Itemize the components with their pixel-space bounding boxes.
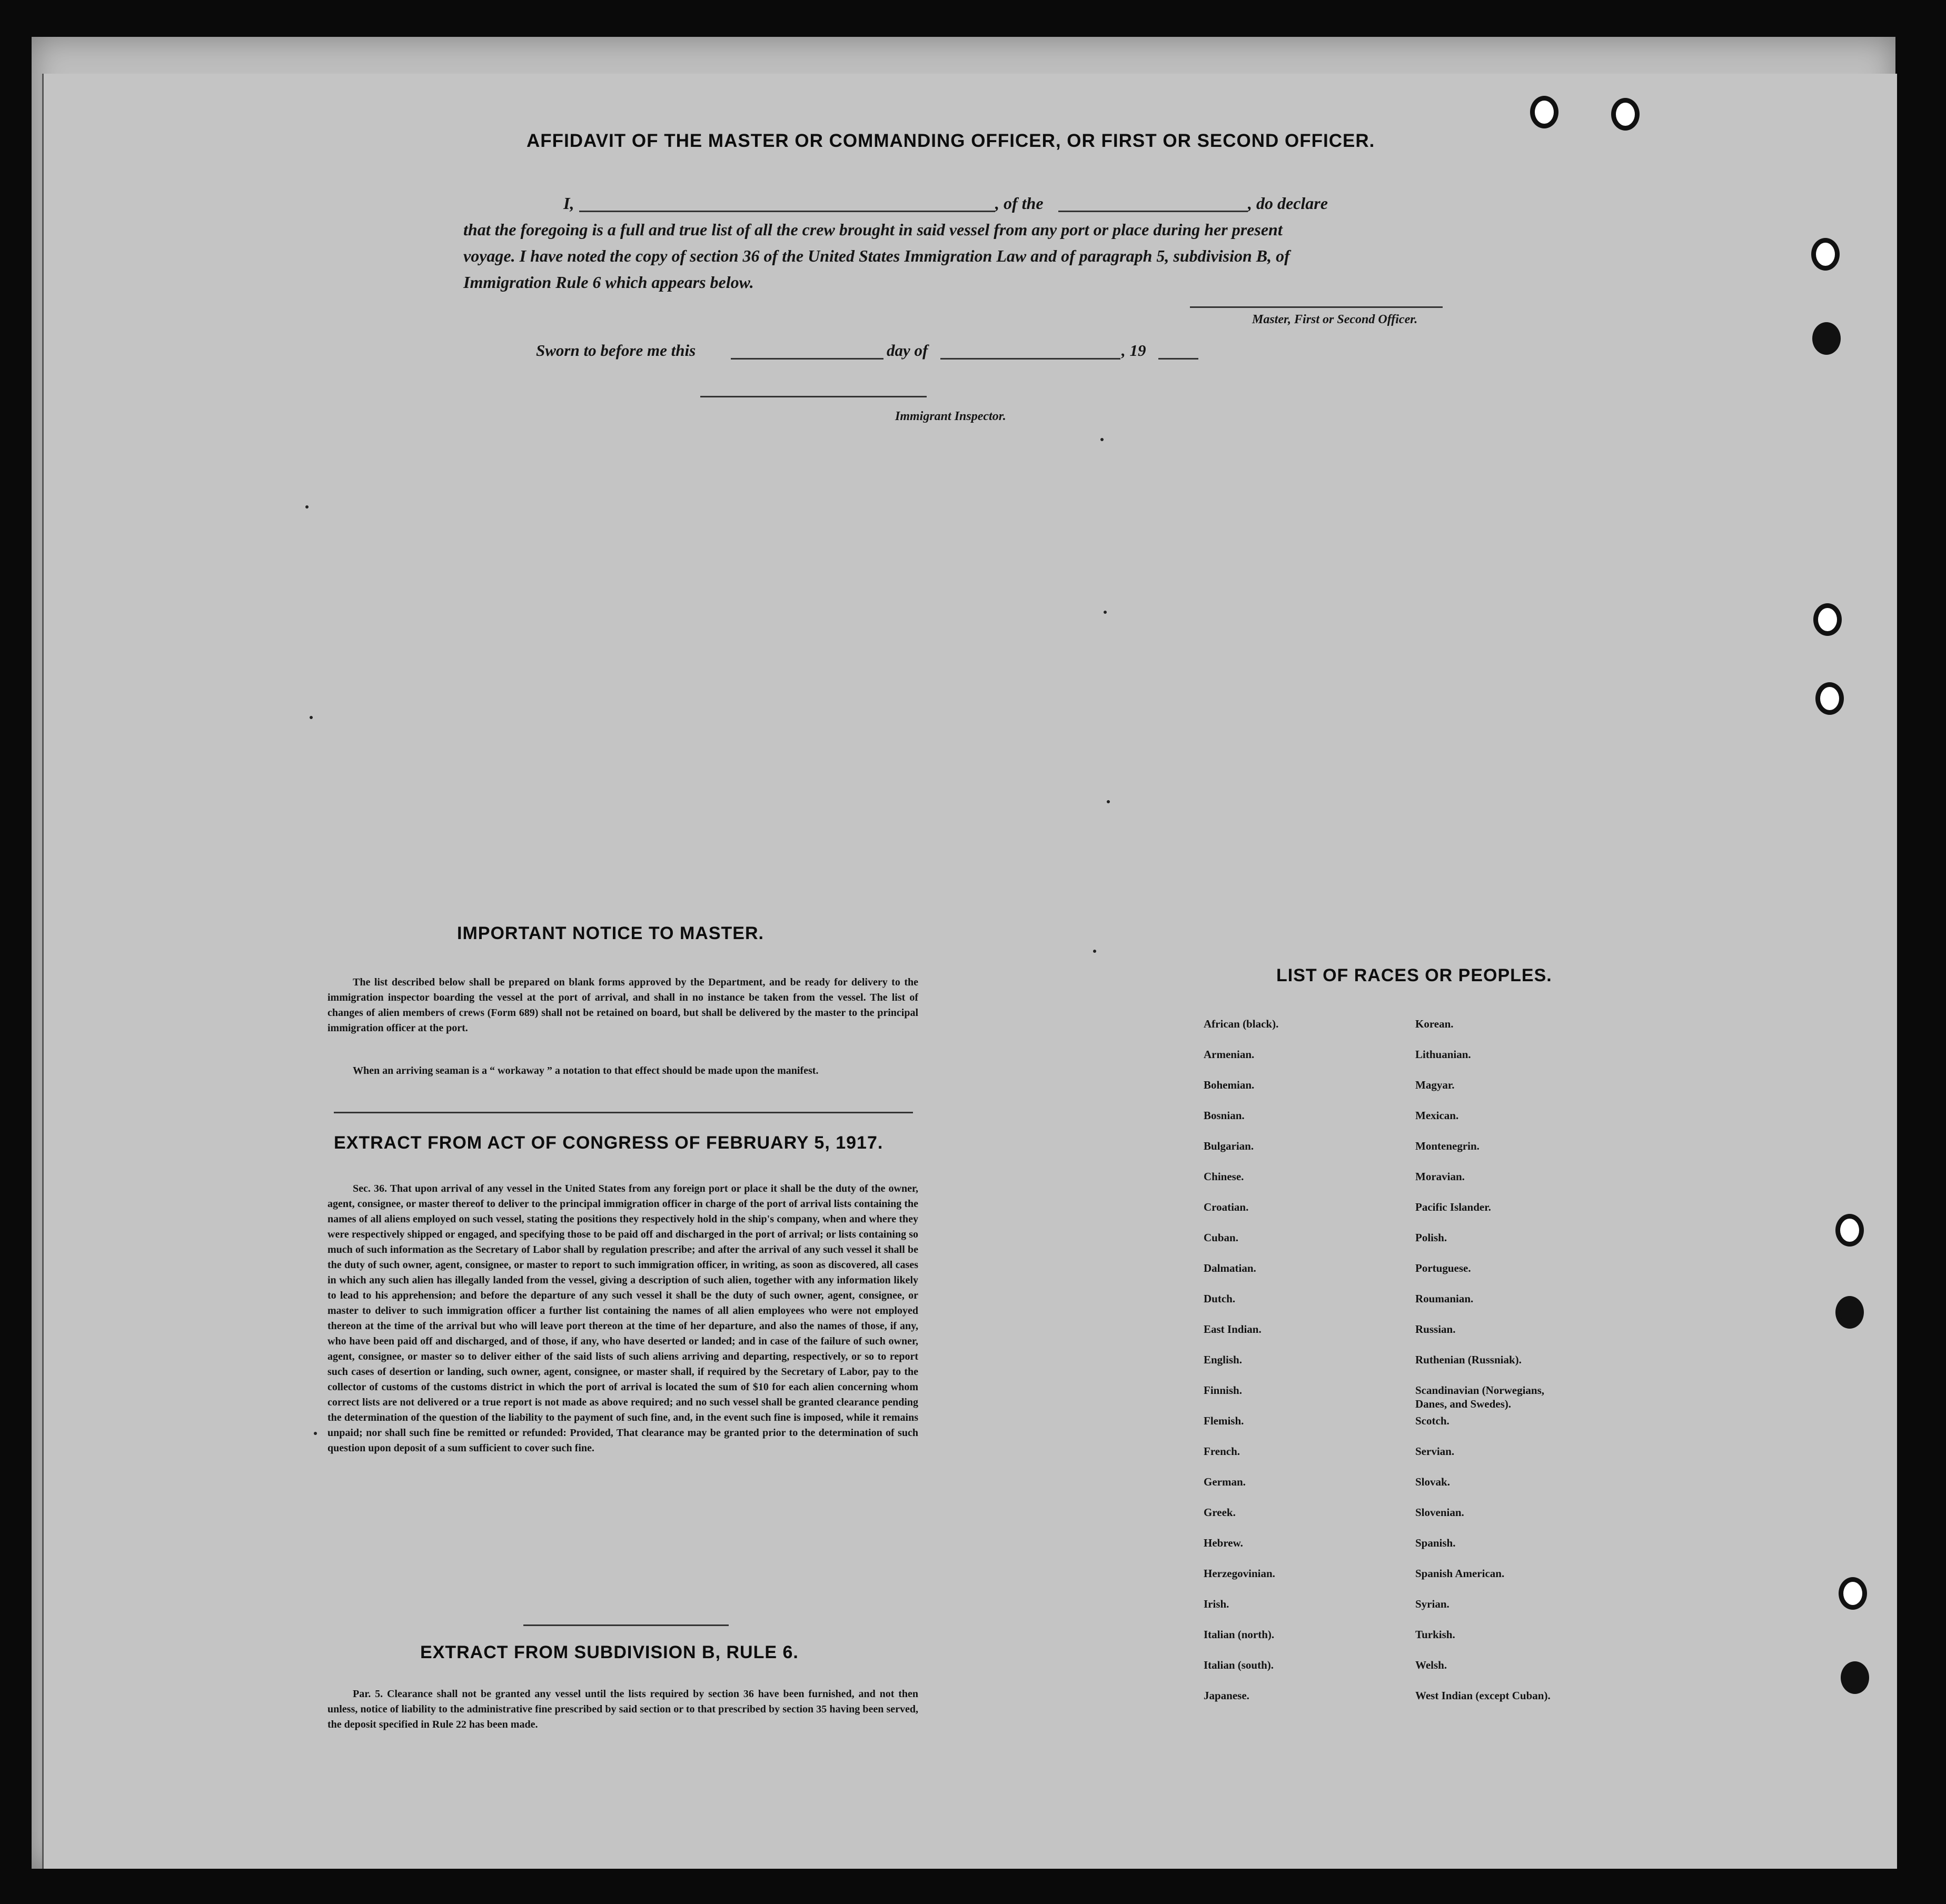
race-item: Portuguese. [1415,1262,1471,1274]
race-item: Slovak. [1415,1476,1450,1488]
race-item: Turkish. [1415,1628,1455,1641]
binder-hole [1815,682,1844,715]
race-item: Lithuanian. [1415,1048,1471,1061]
race-item: West Indian (except Cuban). [1415,1689,1551,1702]
ink-dot [310,716,313,719]
race-item: Italian (north). [1204,1628,1275,1641]
affidavit-line-1-of-the: , of the [995,194,1044,213]
sworn-day-of: day of [887,341,928,360]
race-item: Welsh. [1415,1659,1447,1671]
notice-title: IMPORTANT NOTICE TO MASTER. [457,923,764,943]
race-item: Syrian. [1415,1598,1449,1610]
race-item: Chinese. [1204,1170,1244,1183]
ink-dot [314,1432,317,1435]
race-item: Scandinavian (Norwegians, Danes, and Swedes). [1415,1384,1545,1410]
binder-hole [1611,98,1640,131]
race-item: Scotch. [1415,1414,1449,1427]
binder-hole [1839,1577,1867,1610]
race-item: Slovenian. [1415,1506,1464,1519]
divider [523,1624,729,1626]
race-item: Dutch. [1204,1292,1236,1305]
binder-hole [1811,238,1840,271]
race-item: Irish. [1204,1598,1229,1610]
race-item: German. [1204,1476,1246,1488]
sworn-day-blank[interactable] [731,358,883,360]
rule-extract-text: Par. 5. Clearance shall not be granted any vessel until the lists required by section 36 have been furnished, and not then unless, notice of liability to the administrative fine prescribed by said section or to that prescribed by section 35 having been served, the deposit specified in Rule 22 has been made. [327,1688,918,1730]
race-item: Montenegrin. [1415,1140,1480,1152]
sworn-year: , 19 [1121,341,1146,360]
ink-dot [1093,950,1096,953]
act-extract-text: Sec. 36. That upon arrival of any vessel in the United States from any foreign port or place it shall be the duty of the owner, agent, consignee, or master thereof to deliver to the principal immigration officer in charge of the port of arrival lists containing the names of all aliens employed on such vessel, stating the positions they respectively hold in the ship's company, when and where they were respectively shipped or engaged, and specifying those to be paid off and discharged in the port of arrival; or lists containing so much of such information as the Secretary of Labor shall by regulation prescribe; and after the arrival of any such vessel it shall be the duty of such owner, agent, consignee, or master to report to such immigration officer, in writing, as soon as discovered, all cases in which any such alien has illegally landed from the vessel, giving a description of such alien, together with any information likely to lead to his apprehension; and before the departure of any such vessel it shall be the duty of such owner, agent, consignee, or master to deliver to such immigration officer a further list containing the names of all alien employees who were not employed thereon at the time of the arrival but who will leave port thereon at the time of her departure, and also the names of those, if any, who have been paid off and discharged, and of those, if any, who have deserted or landed; and in case of the failure of such owner, agent, consignee, or master so to deliver either of the said lists of such aliens arriving and departing, respectively, or so to report such cases of desertion or landing, such owner, agent, consignee, or master shall, if required by the Secretary of Labor, pay to the collector of customs of the customs district in which the port of arrival is located the sum of $10 for each alien concerning whom correct lists are not delivered or a true report is not made as above required; and no such vessel shall be granted clearance pending the determination of the question of the liability to the payment of such fine, and, in the event such fine is imposed, while it remains unpaid; nor shall such fine be remitted or refunded: Provided, That clearance may be granted prior to the determination of such question upon deposit of a sum sufficient to cover such fine. [327,1183,918,1454]
sworn-year-blank[interactable] [1158,358,1198,360]
officer-signature-caption: Master, First or Second Officer. [1252,313,1418,326]
race-item: Croatian. [1204,1201,1249,1213]
binder-hole [1530,96,1558,128]
rule-extract-title: EXTRACT FROM SUBDIVISION B, RULE 6. [420,1642,799,1662]
master-name-blank[interactable] [579,211,995,212]
race-item: Bulgarian. [1204,1140,1254,1152]
sworn-month-blank[interactable] [940,358,1120,360]
race-item: Dalmatian. [1204,1262,1256,1274]
race-item: Spanish. [1415,1537,1456,1549]
race-item: Servian. [1415,1445,1455,1458]
affidavit-line-2: that the foregoing is a full and true list of all the crew brought in said vessel from any port or place during her present [463,220,1283,239]
race-item: Armenian. [1204,1048,1255,1061]
notice-paragraph-1: The list described below shall be prepared on blank forms approved by the Department, and be ready for delivery to the immigration inspector boarding the vessel at the port of arrival, and shall in no instance be taken from the vessel. The list of changes of alien members of crews (Form 689) shall not be retained on board, but shall be delivered by the master to the principal immigration officer at the port. [327,976,918,1034]
race-item: Bosnian. [1204,1109,1245,1122]
inspector-caption: Immigrant Inspector. [895,410,1006,423]
act-extract-title: EXTRACT FROM ACT OF CONGRESS OF FEBRUARY 5, 1917. [334,1133,883,1153]
race-item: Italian (south). [1204,1659,1274,1671]
vessel-name-blank[interactable] [1058,211,1248,212]
race-item: Moravian. [1415,1170,1465,1183]
ink-dot [305,505,309,509]
race-item: Hebrew. [1204,1537,1243,1549]
ink-dot [1100,438,1104,441]
inspector-signature-line[interactable] [700,396,927,397]
races-title: LIST OF RACES OR PEOPLES. [1276,965,1552,985]
notice-paragraph-2: When an arriving seaman is a “ workaway ” a notation to that effect should be made upon the manifest. [353,1065,819,1076]
race-item: Finnish. [1204,1384,1242,1397]
race-item: Flemish. [1204,1414,1244,1427]
race-item: African (black). [1204,1018,1279,1030]
race-item: English. [1204,1353,1242,1366]
binder-hole [1812,322,1841,355]
race-item: Spanish American. [1415,1567,1505,1580]
race-item: Polish. [1415,1231,1447,1244]
affidavit-line-4: Immigration Rule 6 which appears below. [463,273,754,292]
divider [334,1112,913,1113]
affidavit-line-3: voyage. I have noted the copy of section 36 of the United States Immigration Law and of paragraph 5, subdivision B, of [463,246,1290,265]
race-item: Cuban. [1204,1231,1238,1244]
race-item: Pacific Islander. [1415,1201,1491,1213]
race-item: Roumanian. [1415,1292,1474,1305]
races-list-right [1415,1017,1657,1719]
sworn-text: Sworn to before me this [536,341,696,360]
race-item: Russian. [1415,1323,1456,1335]
officer-signature-line[interactable] [1190,306,1443,308]
binder-hole [1835,1214,1864,1247]
race-item: Greek. [1204,1506,1236,1519]
race-item: Magyar. [1415,1079,1455,1091]
race-item: Japanese. [1204,1689,1249,1702]
races-list-left [1204,1017,1404,1719]
binder-hole [1841,1661,1869,1694]
race-item: Ruthenian (Russniak). [1415,1353,1522,1366]
binder-hole [1835,1296,1864,1329]
race-item: Bohemian. [1204,1079,1255,1091]
race-item: East Indian. [1204,1323,1262,1335]
race-item: Korean. [1415,1018,1454,1030]
affidavit-title: AFFIDAVIT OF THE MASTER OR COMMANDING OFFICER, OR FIRST OR SECOND OFFICER. [527,131,1375,151]
race-item: Mexican. [1415,1109,1459,1122]
ink-dot [1104,611,1107,614]
ink-dot [1107,800,1110,803]
race-item: Herzegovinian. [1204,1567,1275,1580]
affidavit-line-1-start: I, [563,194,574,213]
affidavit-line-1-declare: , do declare [1248,194,1328,213]
binder-hole [1813,603,1842,636]
race-item: French. [1204,1445,1240,1458]
